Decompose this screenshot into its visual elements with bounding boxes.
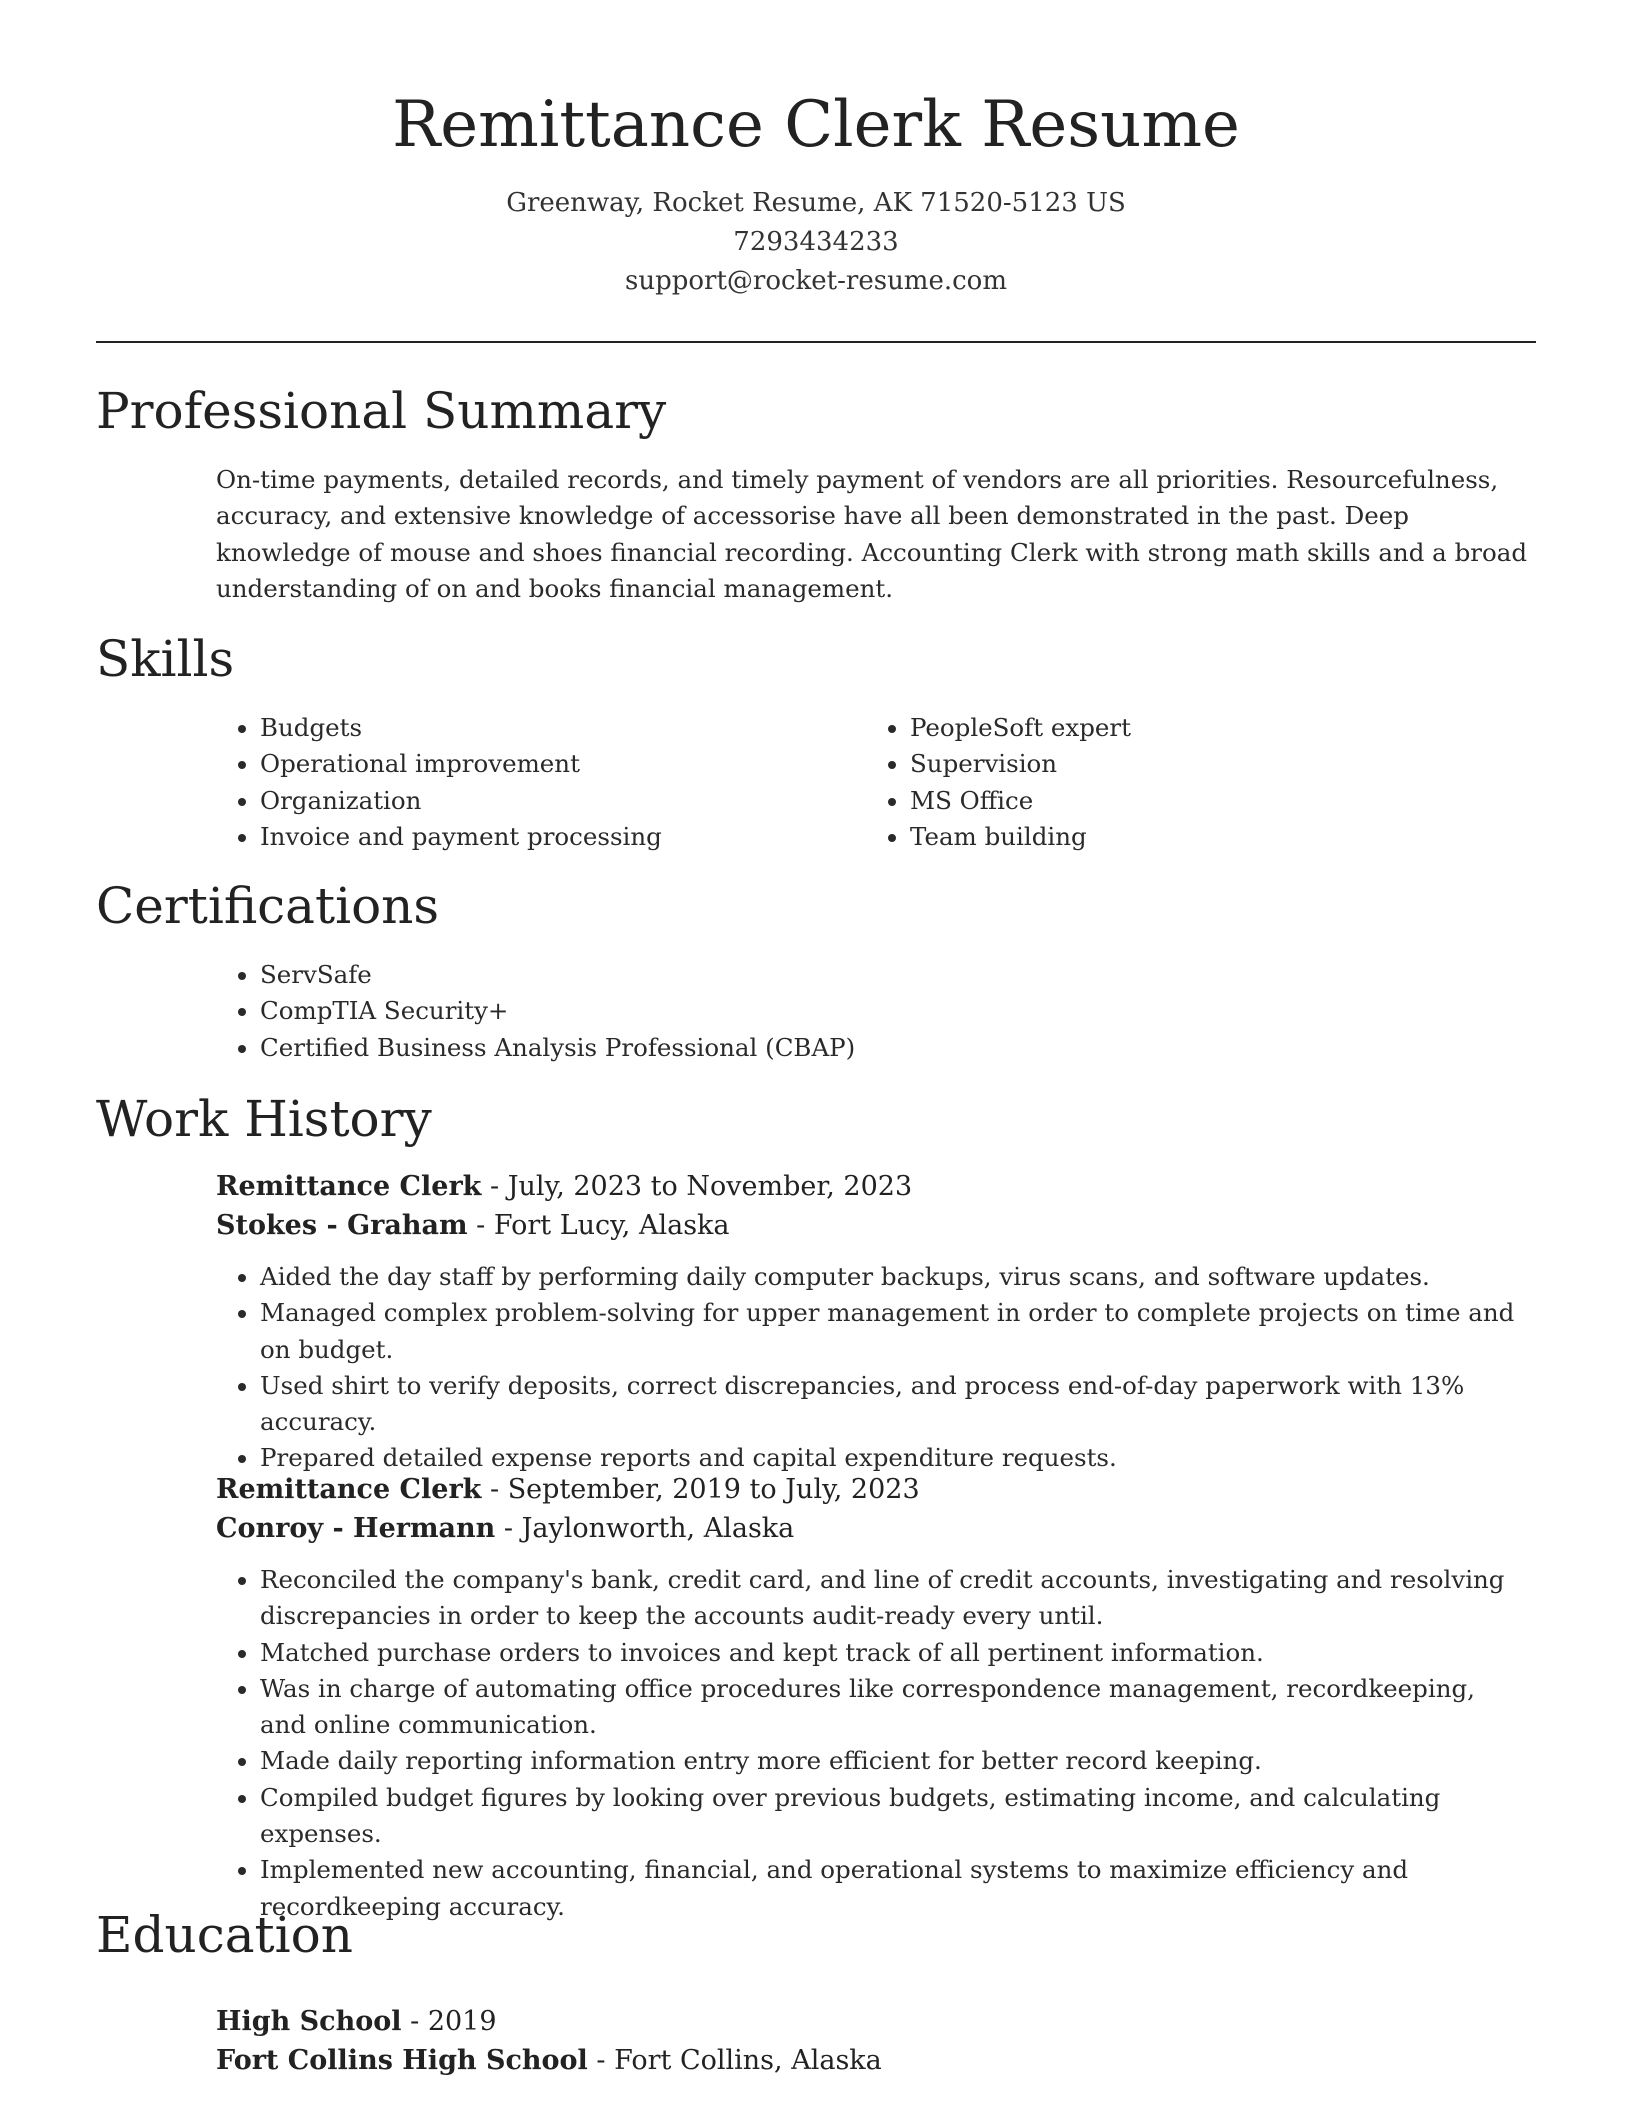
contact-address: Greenway, Rocket Resume, AK 71520-5123 US [506,188,1126,218]
job-bullet: • Used shirt to verify deposits, correct discrepancies, and process end-of-day paperwork with 13% accuracy. [260,1368,1528,1441]
education-entry [216,2002,1528,2080]
skill-item: • Invoice and payment processing [260,819,856,855]
job-company: Stokes - Graham [216,1210,468,1241]
contact-email[interactable]: support@rocket-resume.com [624,266,1007,296]
job-company-line: Stokes - Graham - Fort Lucy, Alaska [216,1210,730,1241]
education-degree: High School [216,2006,402,2037]
skill-item: • MS Office [910,783,1506,819]
contact-phone: 7293434233 [733,227,899,257]
job-bullet: • Managed complex problem-solving for upper management in order to complete projects on time and on budget. [260,1295,1528,1368]
skills-list-left [216,710,856,855]
skills-heading: Skills [96,630,235,688]
certifications-heading: Certifications [96,877,440,935]
job-dates: July, 2023 to November, 2023 [507,1171,913,1202]
job-bullet: • Was in charge of automating office procedures like correspondence management, recordkeeping, and online communication. [260,1671,1528,1744]
job-company: Conroy - Hermann [216,1513,496,1544]
skill-item: • Organization [260,783,856,819]
summary-text: On-time payments, detailed records, and timely payment of vendors are all priorities. Resourcefulness, accuracy, and extensive knowledge of accessorise have all been demonstrated in the past. Deep knowledge of mouse and shoes financial recording. Accounting Clerk with strong math skills and a broad understanding of on and books financial management. [216,465,1528,603]
education-school-line: Fort Collins High School - Fort Collins, Alaska [216,2045,882,2076]
certification-item: • Certified Business Analysis Professional (CBAP) [260,1030,1528,1066]
job-bullet: • Made daily reporting information entry more efficient for better record keeping. [260,1743,1528,1779]
skills-list-right [866,710,1506,855]
resume-title: Remittance Clerk Resume [392,88,1240,162]
job-bullet: • Implemented new accounting, financial, and operational systems to maximize efficiency and recordkeeping accuracy. [260,1852,1528,1925]
education-school: Fort Collins High School [216,2045,588,2076]
job-bullet: • Matched purchase orders to invoices and kept track of all pertinent information. [260,1635,1528,1671]
job-entry [216,1167,1528,1477]
job-company-line: Conroy - Hermann - Jaylonworth, Alaska [216,1513,795,1544]
job-location: Jaylonworth, Alaska [521,1513,795,1544]
job-title: Remittance Clerk [216,1474,482,1505]
skill-item: • Team building [910,819,1506,855]
skill-item: • PeopleSoft expert [910,710,1506,746]
job-title-line: Remittance Clerk - July, 2023 to November, 2023 [216,1171,913,1202]
summary-heading: Professional Summary [96,382,667,440]
resume-header [96,80,1536,301]
job-bullet: • Prepared detailed expense reports and capital expenditure requests. [260,1440,1528,1476]
job-dates: September, 2019 to July, 2023 [507,1474,920,1505]
work-history-heading: Work History [96,1090,432,1148]
skill-item: • Operational improvement [260,746,856,782]
certifications-list [216,957,1528,1066]
job-title: Remittance Clerk [216,1171,482,1202]
education-year: 2019 [427,2006,497,2037]
education-degree-line: High School - 2019 [216,2006,497,2037]
skill-item: • Supervision [910,746,1506,782]
job-bullets [216,1259,1528,1477]
skill-item: • Budgets [260,710,856,746]
job-bullets [216,1562,1528,1925]
education-location: Fort Collins, Alaska [614,2045,882,2076]
certification-item: • ServSafe [260,957,1528,993]
job-bullet: • Compiled budget figures by looking over previous budgets, estimating income, and calculating expenses. [260,1780,1528,1853]
education-heading: Education [96,1906,353,1964]
header-divider [96,341,1536,343]
job-bullet: • Reconciled the company's bank, credit card, and line of credit accounts, investigating and resolving discrepancies in order to keep the accounts audit-ready every until. [260,1562,1528,1635]
job-title-line: Remittance Clerk - September, 2019 to July, 2023 [216,1474,920,1505]
certification-item: • CompTIA Security+ [260,993,1528,1029]
job-entry [216,1470,1528,1925]
job-bullet: • Aided the day staff by performing daily computer backups, virus scans, and software updates. [260,1259,1528,1295]
job-location: Fort Lucy, Alaska [493,1210,730,1241]
